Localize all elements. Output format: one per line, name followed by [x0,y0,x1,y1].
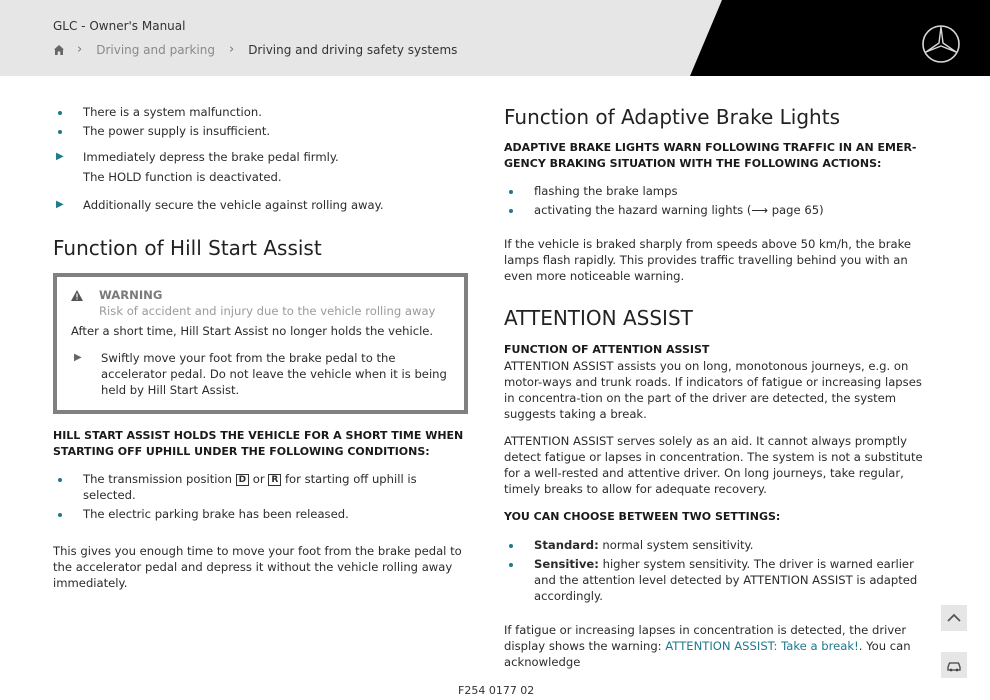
warning-triangle-icon [71,290,83,301]
settings-heading: YOU CAN CHOOSE BETWEEN TWO SETTINGS: [504,510,781,523]
chevron-right-icon: › [228,42,235,57]
settings-list [504,537,924,604]
paragraph-text: . You can acknowledge [504,639,911,669]
step-text: Immediately depress the brake pedal firmly. [83,150,339,164]
list-item[interactable]: activating the hazard warning lights (⟶ page 65) [504,202,924,218]
vehicle-selector-button[interactable] [941,652,967,678]
left-column [53,104,468,591]
brake-lights-heading: ADAPTIVE BRAKE LIGHTS WARN FOLLOWING TRAFFIC IN AN EMER-GENCY BRAKING SITUATION WITH THE FOLLOWING ACTIONS: [504,141,917,170]
warning-title: WARNING [99,288,163,302]
setting-label: Standard: [534,538,599,552]
list-item: There is a system malfunction. [53,104,468,120]
image-code: F254 0177 02 [458,684,535,697]
instruction-step [53,197,468,213]
key-r: R [268,474,281,486]
step-result: The HOLD function is deactivated. [83,170,282,184]
key-d: D [236,474,249,486]
list-item [504,556,924,604]
conditions-list [53,471,468,522]
section-heading-hill-start-assist: Function of Hill Start Assist [53,236,322,260]
condition-text: or [249,472,269,486]
chevron-up-icon [941,605,967,631]
breadcrumb-driving-and-parking[interactable]: Driving and parking [96,42,215,57]
setting-label: Sensitive: [534,557,599,571]
warning-subtitle: Risk of accident and injury due to the vehicle rolling away [99,304,436,318]
step-arrow-icon: ▶ [74,352,82,363]
right-column [504,104,924,670]
page-header [0,0,990,76]
mercedes-star-logo[interactable] [921,24,961,64]
paragraph: This gives you enough time to move your foot from the brake pedal to the accelerator pedal and depress it without the vehicle rolling away immediately. [53,544,462,590]
list-item: flashing the brake lamps [504,183,924,199]
step-text: Additionally secure the vehicle against rolling away. [83,198,384,212]
condition-text: The transmission position [83,472,236,486]
brake-lights-list [504,183,924,218]
paragraph: ATTENTION ASSIST serves solely as an aid. It cannot always promptly detect fatigue or lapses in concentration. The system is not a substitute for a well-rested and attentive driver. On long journeys, take regular, timely breaks to allow for adequate recovery. [504,434,923,496]
instruction-step [53,149,468,185]
list-item: The electric parking brake has been released. [53,506,468,522]
section-heading-adaptive-brake-lights: Function of Adaptive Brake Lights [504,105,840,129]
scroll-to-top-button[interactable] [941,605,967,631]
breadcrumb-current: Driving and driving safety systems [248,42,458,57]
list-item [504,537,924,553]
step-arrow-icon: ▶ [56,151,64,162]
list-item [53,471,468,503]
warning-text: After a short time, Hill Start Assist no longer holds the vehicle. [71,324,434,338]
conditions-heading: HILL START ASSIST HOLDS THE VEHICLE FOR A SHORT TIME WHEN STARTING OFF UPHILL UNDER THE FOLLOWING CONDITIONS: [53,429,464,458]
attention-assist-function-heading: FUNCTION OF ATTENTION ASSIST [504,343,710,356]
display-message-link[interactable]: ATTENTION ASSIST: Take a break! [665,639,859,653]
list-item: The power supply is insufficient. [53,123,468,139]
paragraph [504,622,924,670]
paragraph: ATTENTION ASSIST assists you on long, monotonous journeys, e.g. on motor-ways and trunk roads. If indicators of fatigue or increasing lapses in concentra-tion on the part of the driver are detected, the system suggests taking a break. [504,359,922,421]
warning-step [71,350,450,398]
manual-title: GLC - Owner's Manual [53,19,186,33]
malfunction-list [53,104,468,139]
setting-text: normal system sensitivity. [598,538,754,552]
chevron-right-icon: › [77,42,83,57]
section-heading-attention-assist: ATTENTION ASSIST [504,306,693,330]
step-arrow-icon: ▶ [56,199,64,210]
paragraph: If the vehicle is braked sharply from speeds above 50 km/h, the brake lamps flash rapidly. This provides traffic travelling behind you with an even more noticeable warning. [504,237,912,283]
warning-box [53,273,468,414]
car-icon [941,652,967,678]
home-icon[interactable] [53,44,65,56]
breadcrumb [53,42,457,57]
step-text: Swiftly move your foot from the brake pedal to the accelerator pedal. Do not leave the vehicle when it is being held by Hill Start Assist. [101,351,447,397]
paragraph-text: If fatigue or increasing lapses in concentration is detected, the driver display shows the warning: [504,623,907,653]
setting-text: higher system sensitivity. The driver is warned earlier and the attention level detected by ATTENTION ASSIST is adapted accordingly. [534,557,918,603]
warning-header [71,287,450,303]
condition-text: for starting off uphill is selected. [83,472,417,502]
